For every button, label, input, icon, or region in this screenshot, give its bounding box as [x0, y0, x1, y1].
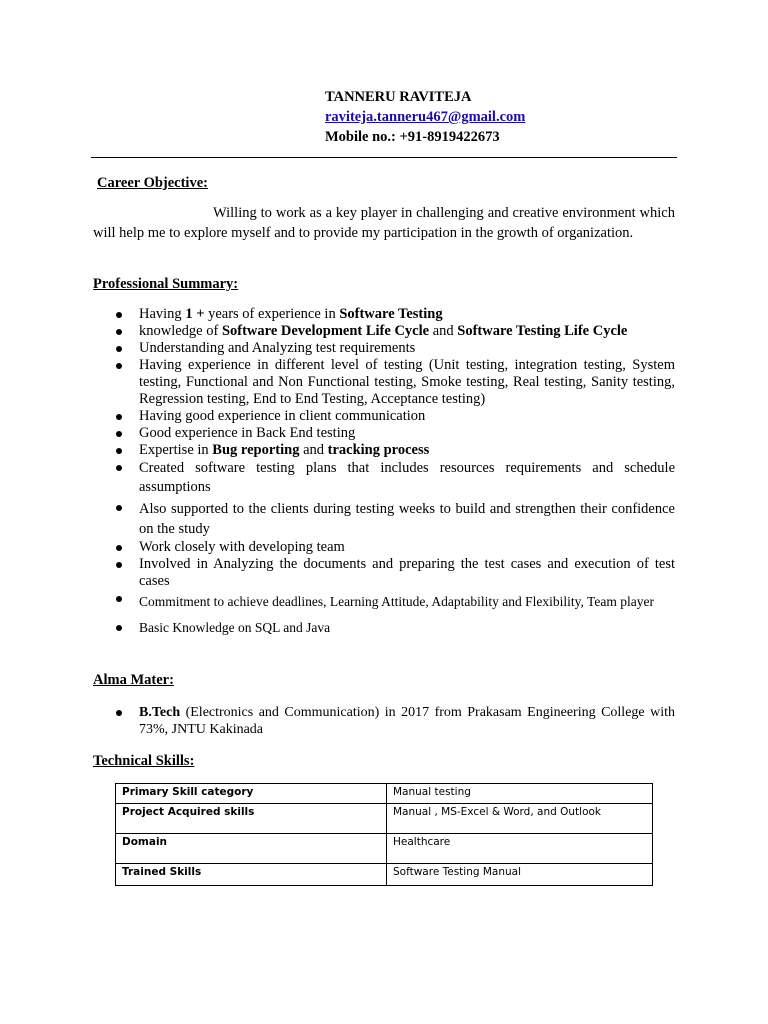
mobile-number: Mobile no.: +91-8919422673: [325, 129, 500, 145]
table-row: [116, 784, 653, 804]
list-item: Having good experience in client communication: [93, 408, 675, 425]
header-divider: [91, 157, 677, 158]
skill-value-cell: Software Testing Manual: [387, 864, 653, 886]
list-item: Having 1 + years of experience in Software Testing: [93, 306, 675, 323]
skill-value-cell: Manual testing: [387, 784, 653, 804]
skill-category-cell: Domain: [116, 834, 387, 864]
career-objective-body: Willing to work as a key player in challenging and creative environment which will help me to explore myself and to provide my participation in the growth of organization.: [93, 205, 675, 241]
alma-mater-list: [93, 704, 675, 738]
table-row: [116, 834, 653, 864]
table-row: [116, 804, 653, 834]
list-item: Also supported to the clients during testing weeks to build and strengthen their confidence on the study: [93, 499, 675, 539]
skill-category-cell: Primary Skill category: [116, 784, 387, 804]
list-item: Commitment to achieve deadlines, Learning Attitude, Adaptability and Flexibility, Team player: [93, 590, 675, 613]
skill-value-cell: Healthcare: [387, 834, 653, 864]
candidate-name: TANNERU RAVITEJA: [325, 89, 472, 105]
alma-mater-heading: Alma Mater:: [93, 672, 174, 688]
career-objective-text: [93, 203, 675, 243]
career-objective-heading: Career Objective:: [97, 175, 208, 191]
skill-category-cell: Project Acquired skills: [116, 804, 387, 834]
list-item: Good experience in Back End testing: [93, 425, 675, 442]
table-row: [116, 864, 653, 886]
technical-skills-heading: Technical Skills:: [93, 753, 195, 769]
contact-header: [325, 87, 525, 147]
email-link[interactable]: raviteja.tanneru467@gmail.com: [325, 109, 526, 125]
professional-summary-heading: Professional Summary:: [93, 276, 239, 292]
skill-value-cell: Manual , MS-Excel & Word, and Outlook: [387, 804, 653, 834]
list-item: Involved in Analyzing the documents and preparing the test cases and execution of test cases: [93, 556, 675, 590]
list-item: Created software testing plans that includes resources requirements and schedule assumptions: [93, 459, 675, 497]
skill-category-cell: Trained Skills: [116, 864, 387, 886]
professional-summary-list: [93, 306, 675, 636]
list-item: Having experience in different level of testing (Unit testing, integration testing, System testing, Functional and Non Functional testing, Smoke testing, Real testing, Sanity testing, Regression testing, End to End Testing, Acceptance testing): [93, 357, 675, 408]
list-item: B.Tech (Electronics and Communication) in 2017 from Prakasam Engineering College with 73%, JNTU Kakinada: [93, 704, 675, 738]
list-item: Expertise in Bug reporting and tracking process: [93, 442, 675, 459]
list-item: Work closely with developing team: [93, 539, 675, 556]
list-item: Basic Knowledge on SQL and Java: [93, 619, 675, 636]
technical-skills-table: [115, 783, 653, 886]
list-item: knowledge of Software Development Life Cycle and Software Testing Life Cycle: [93, 323, 675, 340]
list-item: Understanding and Analyzing test requirements: [93, 340, 675, 357]
